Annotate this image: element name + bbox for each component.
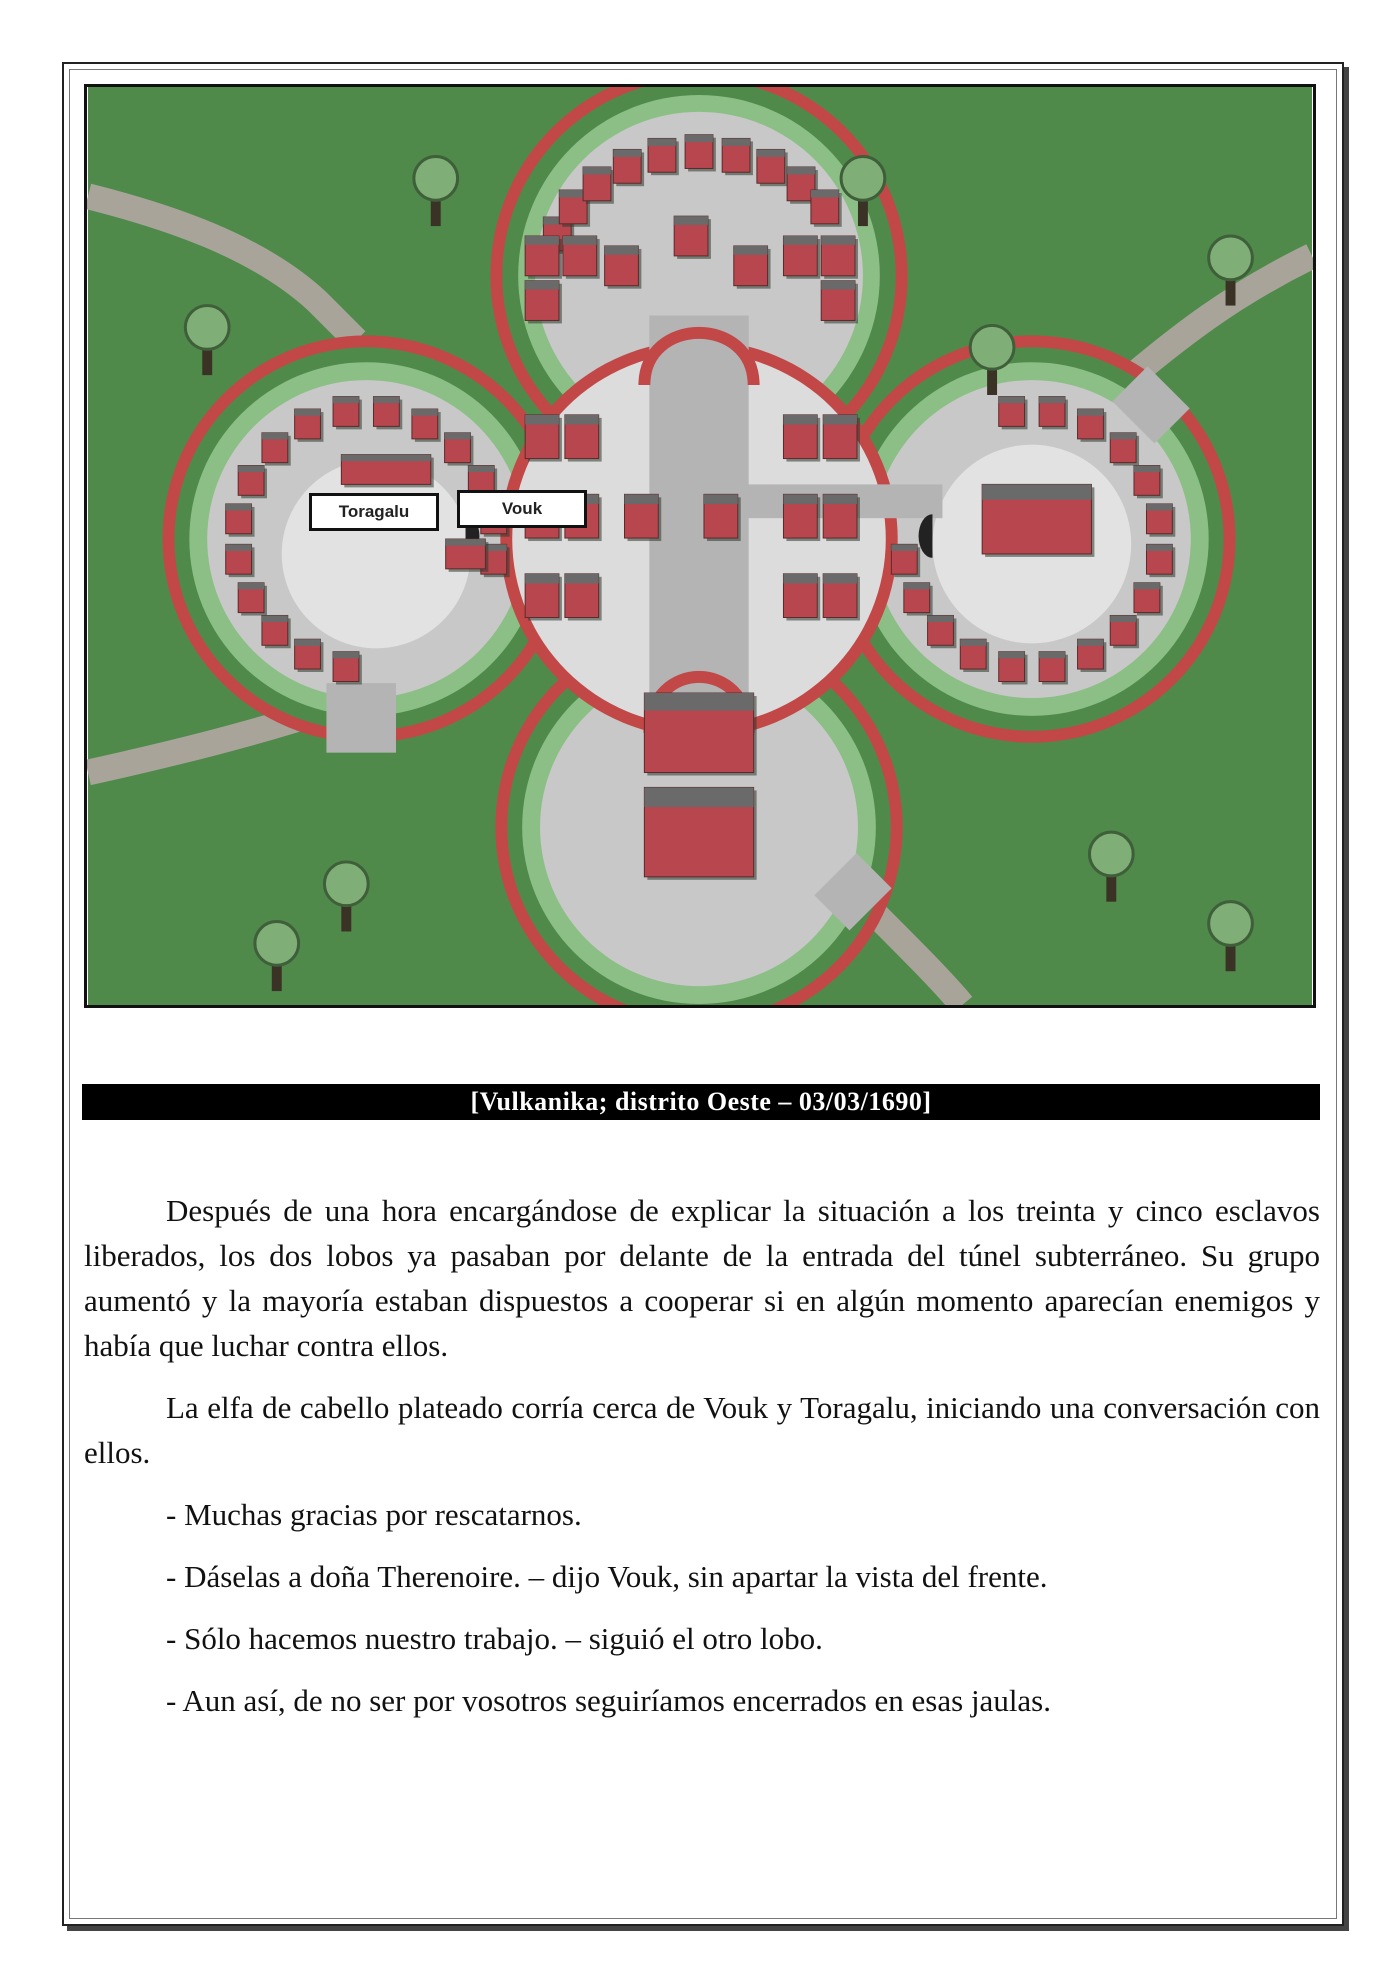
building bbox=[563, 236, 600, 279]
building bbox=[1146, 504, 1175, 537]
building bbox=[373, 397, 402, 430]
building bbox=[648, 138, 679, 175]
building bbox=[783, 236, 820, 279]
building bbox=[295, 639, 324, 672]
building bbox=[333, 397, 362, 430]
chapter-header: [Vulkanika; distrito Oeste – 03/03/1690] bbox=[82, 1084, 1320, 1120]
building bbox=[262, 433, 291, 466]
map-label-vouk: Vouk bbox=[457, 490, 587, 528]
building bbox=[783, 494, 820, 541]
building bbox=[1146, 544, 1175, 577]
building bbox=[525, 236, 562, 279]
building bbox=[238, 583, 267, 616]
building bbox=[734, 246, 771, 289]
building bbox=[624, 494, 661, 541]
building bbox=[1134, 466, 1163, 499]
building bbox=[333, 652, 362, 685]
building bbox=[891, 544, 920, 577]
dialogue-line: - Dáselas a doña Therenoire. – dijo Vouk, sin apartar la vista del frente. bbox=[166, 1559, 1048, 1594]
building bbox=[783, 574, 820, 621]
building bbox=[982, 484, 1094, 557]
building bbox=[1078, 639, 1107, 672]
building bbox=[226, 504, 255, 537]
building bbox=[1110, 615, 1139, 648]
district-map bbox=[84, 84, 1316, 1008]
west-gate bbox=[326, 683, 396, 753]
building bbox=[445, 433, 474, 466]
building bbox=[525, 415, 562, 462]
building bbox=[341, 455, 433, 488]
building bbox=[583, 167, 614, 204]
building bbox=[823, 415, 860, 462]
building bbox=[999, 397, 1028, 430]
building bbox=[644, 787, 756, 879]
dialogue-line: - Sólo hacemos nuestro trabajo. – siguió el otro lobo. bbox=[166, 1621, 823, 1656]
building bbox=[1110, 433, 1139, 466]
building bbox=[262, 615, 291, 648]
building bbox=[565, 574, 602, 621]
paragraph: Después de una hora encargándose de explicar la situación a los treinta y cinco esclavos liberados, los dos lobos ya pasaban por delante de la entrada del túnel subterráneo. Su grupo aumentó y la mayoría estaban dispuestos a cooperar si en algún momento aparecían enemigos y había que luchar contra ellos. bbox=[84, 1193, 1320, 1363]
district-map-drawing bbox=[87, 87, 1313, 1005]
building bbox=[412, 409, 441, 442]
building bbox=[685, 135, 716, 172]
building bbox=[565, 415, 602, 462]
building bbox=[821, 281, 858, 324]
building bbox=[1039, 652, 1068, 685]
building bbox=[674, 216, 711, 259]
building bbox=[704, 494, 741, 541]
building bbox=[823, 574, 860, 621]
building bbox=[823, 494, 860, 541]
dialogue-line: - Muchas gracias por rescatarnos. bbox=[166, 1497, 582, 1532]
building bbox=[295, 409, 324, 442]
paragraph: La elfa de cabello plateado corría cerca de Vouk y Toragalu, iniciando una conversación con ellos. bbox=[84, 1390, 1320, 1470]
building bbox=[960, 639, 989, 672]
building bbox=[226, 544, 255, 577]
building bbox=[238, 466, 267, 499]
building bbox=[644, 693, 756, 775]
building bbox=[821, 236, 858, 279]
building bbox=[1039, 397, 1068, 430]
building bbox=[613, 149, 644, 186]
building bbox=[783, 415, 820, 462]
body-text bbox=[84, 1188, 1320, 1740]
building bbox=[525, 574, 562, 621]
dialogue-line: - Aun así, de no ser por vosotros seguiríamos encerrados en esas jaulas. bbox=[166, 1683, 1051, 1718]
building bbox=[928, 615, 957, 648]
building bbox=[999, 652, 1028, 685]
building bbox=[525, 281, 562, 324]
building bbox=[904, 583, 933, 616]
map-label-toragalu: Toragalu bbox=[309, 493, 439, 531]
building bbox=[1134, 583, 1163, 616]
building bbox=[446, 539, 489, 572]
building bbox=[722, 138, 753, 175]
building bbox=[811, 190, 842, 227]
building bbox=[1078, 409, 1107, 442]
building bbox=[605, 246, 642, 289]
building bbox=[757, 149, 788, 186]
